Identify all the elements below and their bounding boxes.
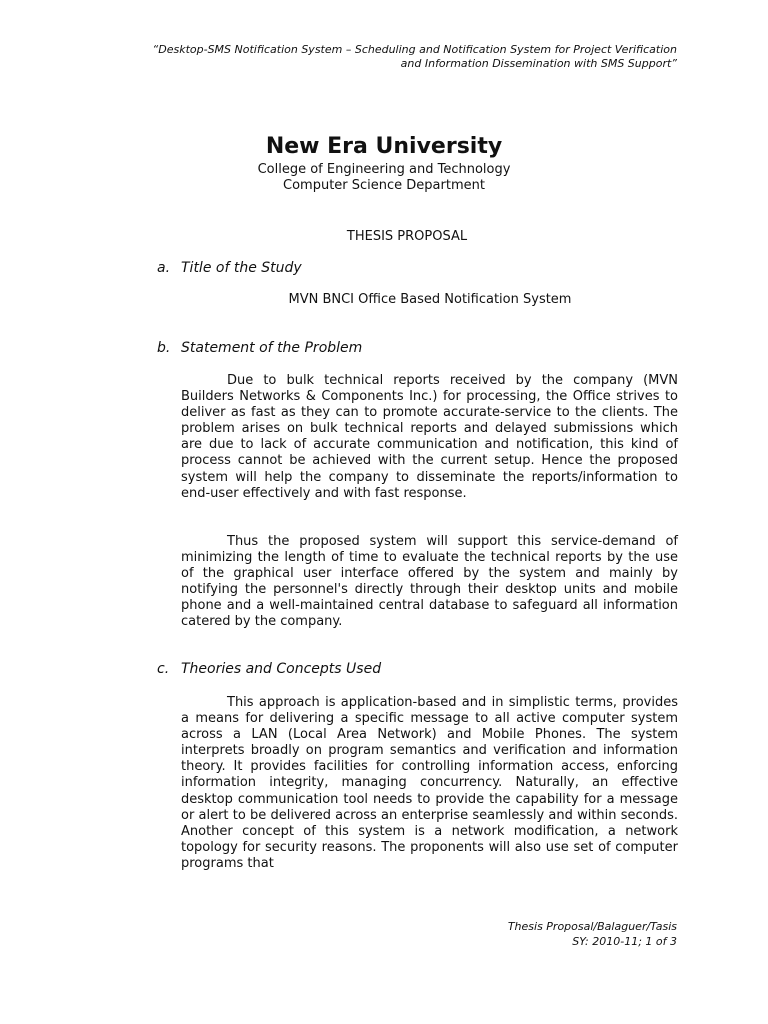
problem-paragraph-2: Thus the proposed system will support this service-demand of minimizing the length of time to evaluate the technical reports by the use of the graphical user interface offered by the system and mainly by notifying the personnel's directly through their desktop units and mobile phone and a well-maintained central database to safeguard all information catered by the company. (181, 534, 678, 630)
running-header-line1: “Desktop-SMS Notification System – Scheduling and Notification System for Project Verification (152, 43, 677, 56)
university-name: New Era University (265, 134, 503, 159)
running-header (77, 43, 677, 71)
section-c-heading (157, 660, 381, 678)
section-c-title: Theories and Concepts Used (181, 661, 382, 677)
footer-line2: SY: 2010-11; 1 of 3 (572, 935, 677, 948)
theories-paragraph-1: This approach is application-based and in simplistic terms, provides a means for delivering a specific message to all active computer system across a LAN (Local Area Network) and Mobile Phones. The system interprets broadly on program semantics and verification and information theory. It provides facilities for controlling information access, enforcing information integrity, managing concurrency. Naturally, an effective desktop communication tool needs to provide the capability for a message or alert to be delivered across an enterprise seamlessly and within seconds. Another concept of this system is a network modification, a network topology for security reasons. The proponents will also use set of computer programs that (181, 695, 678, 871)
study-title: MVN BNCI Office Based Notification System (288, 292, 572, 307)
college-name: College of Engineering and Technology (257, 162, 511, 177)
footer-line1: Thesis Proposal/Balaguer/Tasis (507, 920, 677, 933)
department-name: Computer Science Department (283, 178, 485, 193)
running-header-line2: and Information Dissemination with SMS Support” (400, 57, 677, 70)
section-a-letter: a. (157, 260, 171, 276)
thesis-proposal-label: THESIS PROPOSAL (346, 229, 468, 244)
section-b-heading (157, 339, 362, 357)
section-a-title: Title of the Study (181, 260, 302, 276)
section-c-letter: c. (157, 661, 170, 677)
running-footer (277, 919, 677, 949)
problem-paragraph-1: Due to bulk technical reports received by the company (MVN Builders Networks & Components Inc.) for processing, the Office strives to deliver as fast as they can to promote accurate-service to the clients. The problem arises on bulk technical reports and delayed submissions which are due to lack of accurate communication and notification, this kind of process cannot be achieved with the current setup. Hence the proposed system will help the company to disseminate the reports/information to end-user effectively and with fast response. (181, 373, 678, 501)
section-b-letter: b. (157, 340, 171, 356)
section-b-title: Statement of the Problem (181, 340, 363, 356)
section-a-heading (157, 259, 302, 277)
